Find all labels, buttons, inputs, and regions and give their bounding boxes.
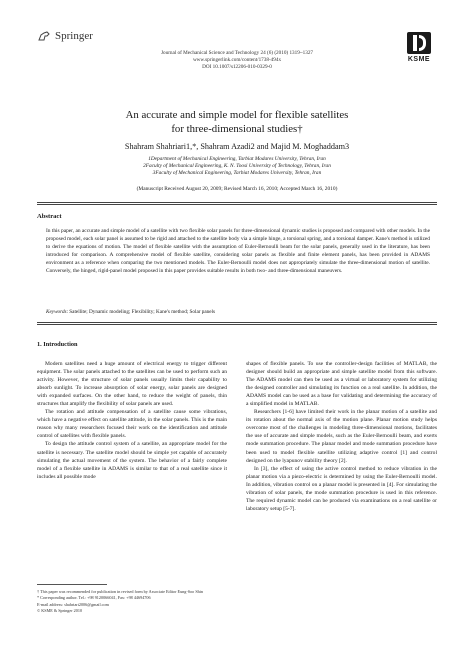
copyright: © KSME & Springer 2010 [37, 607, 83, 613]
society-logo [403, 32, 435, 63]
section-heading: 1. Introduction [37, 341, 78, 348]
received-dates: (Manuscript Received August 20, 2009; Revised March 16, 2010; Accepted March 16, 2010) [136, 186, 338, 192]
journal-info [108, 50, 366, 71]
footnote-rule [37, 584, 107, 585]
publisher-name: Springer [55, 30, 93, 42]
keywords [46, 309, 430, 315]
paragraph: In [3], the effect of using the active control method to reduce vibration in the planar motion via a piezo-electric is determined by using the Euler-Bernoulli model. In addition, vibration control on a planar model is presented in [4]. For simulating the vibration of solar panels, the mode summation procedure is used in this reference. The required dynamic model can be produced via examinations on a real satellite or laboratory setup [5-7]. [246, 465, 437, 512]
footnotes [37, 589, 227, 614]
keywords-list: : Satellite; Dynamic modeling; Flexibility; Kane's method; Solar panels [66, 309, 216, 315]
keywords-label: Keywords [46, 309, 67, 315]
column-left [37, 360, 227, 481]
affiliation-3: 3Faculty of Mechanical Engineering, Tarbiat Modares University, Tehran, Iran [152, 170, 322, 177]
journal-url: www.springerlink.com/content/1738-494x [192, 57, 282, 63]
affiliation-1: 1Department of Mechanical Engineering, Tarbiat Modares University, Tehran, Iran [148, 156, 326, 162]
title-line-2: for three-dimensional studies† [171, 123, 303, 135]
abstract-text: In this paper, an accurate and simple model of a satellite with two flexible solar panels for three-dimensional dynamic studies is proposed and compared with other models. In the proposed model, each solar panel is assumed to be rigid and attached to the satellite body via a simple hinge, a torsional spring, and a torsional damper. Kane's method is utilized to derive the equations of motion. The model of flexible satellite with the assumption of Euler-Bernoulli beam for the solar panels, generally used in the literature, has been introduced for comparison. A comprehensive model of flexible satellite, considering solar panels as flexible and finite element panels, has been provided in ADAMS environment as a reference when comparing the two mentioned models. The Euler-Bernoulli model does not appropriately simulate the three-dimensional motion of satellite. Conversely, the hinged, rigid-panel model proposed in this paper provides suitable results in both two- and three-dimensional maneuvers. [46, 228, 430, 274]
ksme-logo-icon [407, 32, 431, 54]
affiliations [80, 156, 394, 178]
publisher-logo [37, 30, 93, 42]
society-name: KSME [407, 56, 431, 63]
footnote-email: E-mail address: shahriari2006@gmail.com [37, 601, 109, 607]
footnote-corresponding: * Corresponding author. Tel.: +98 9120066041, Fax: +98 44694706 [37, 595, 151, 601]
paragraph: To design the attitude control system of a satellite, an appropriate model for the satellite is necessary. The satellite model should be simple yet capable of accurately simulating the actual movement of the system. The behavior of a fairly complete model of a flexible satellite in ADAMS is similar to that of a real satellite since it includes all possible mode [37, 441, 227, 480]
footnote-recommendation: † This paper was recommended for publication in revised form by Associate Editor Eung-Soo Shin [37, 589, 203, 594]
paragraph: Researchers [1-6] have limited their work in the planar motion of a satellite and its rotation about the normal axis of the motion plane. Planar motion study helps overcome most of the challenges in modeling three-dimensional motions, facilitates the use of accurate and simple models, such as the Euler-Bernoulli beam, and exerts mode summation procedure. The planar model and mode summation procedure have been used to model flexible satellite utilizing adaptive control [1] and control designed on the lyapunov stability theory [2]. [246, 409, 437, 464]
affiliation-2: 2Faculty of Mechanical Engineering, K. N. Toosi University of Technology, Tehran, Iran [143, 163, 331, 170]
divider-top [37, 202, 437, 205]
abstract-heading: Abstract [37, 213, 62, 220]
doi: DOI 10.1007/s12206-010-0329-0 [202, 64, 272, 70]
journal-citation: Journal of Mechanical Science and Technology 24 (6) (2010) 1319~1327 [160, 50, 314, 56]
title-line-1: An accurate and simple model for flexible satellites [125, 109, 349, 121]
paragraph: The rotation and attitude compensation of a satellite cause some vibrations, which have a negative effect on satellite attitude, in the solar panels. This is the main reason why many researchers focused their work on the identification and attitude control of satellites with flexible panels. [37, 409, 227, 440]
paper-title [60, 108, 414, 136]
authors: Shahram Shahriari1,*, Shahram Azadi2 and Majid M. Moghaddam3 [124, 142, 350, 151]
divider-bottom [37, 322, 437, 325]
springer-horse-icon [37, 30, 51, 42]
paragraph: shapes of flexible panels. To use the controller-design facilities of MATLAB, the designer should build an appropriate and simple satellite model from this software. The ADAMS model can then be used as a virtual or laboratory system for utilizing the designed controller and simulating its function on a real satellite. In addition, the ADAMS model can be used as a base for validating and determining the accuracy of a simplified model in MATLAB. [246, 361, 437, 408]
paragraph: Modern satellites need a huge amount of electrical energy to trigger different equipment. The solar panels attached to the satellites can be used to perform such an activity. However, the structure of solar panels usually limits their capability to absorb sunlight. To increase absorption of solar energy, solar panels are designed with expanded surfaces. On the other hand, to reduce the weight of panels, thin structures that amplify the flexibility of solar panels are used. [37, 361, 227, 408]
column-right [246, 360, 437, 513]
